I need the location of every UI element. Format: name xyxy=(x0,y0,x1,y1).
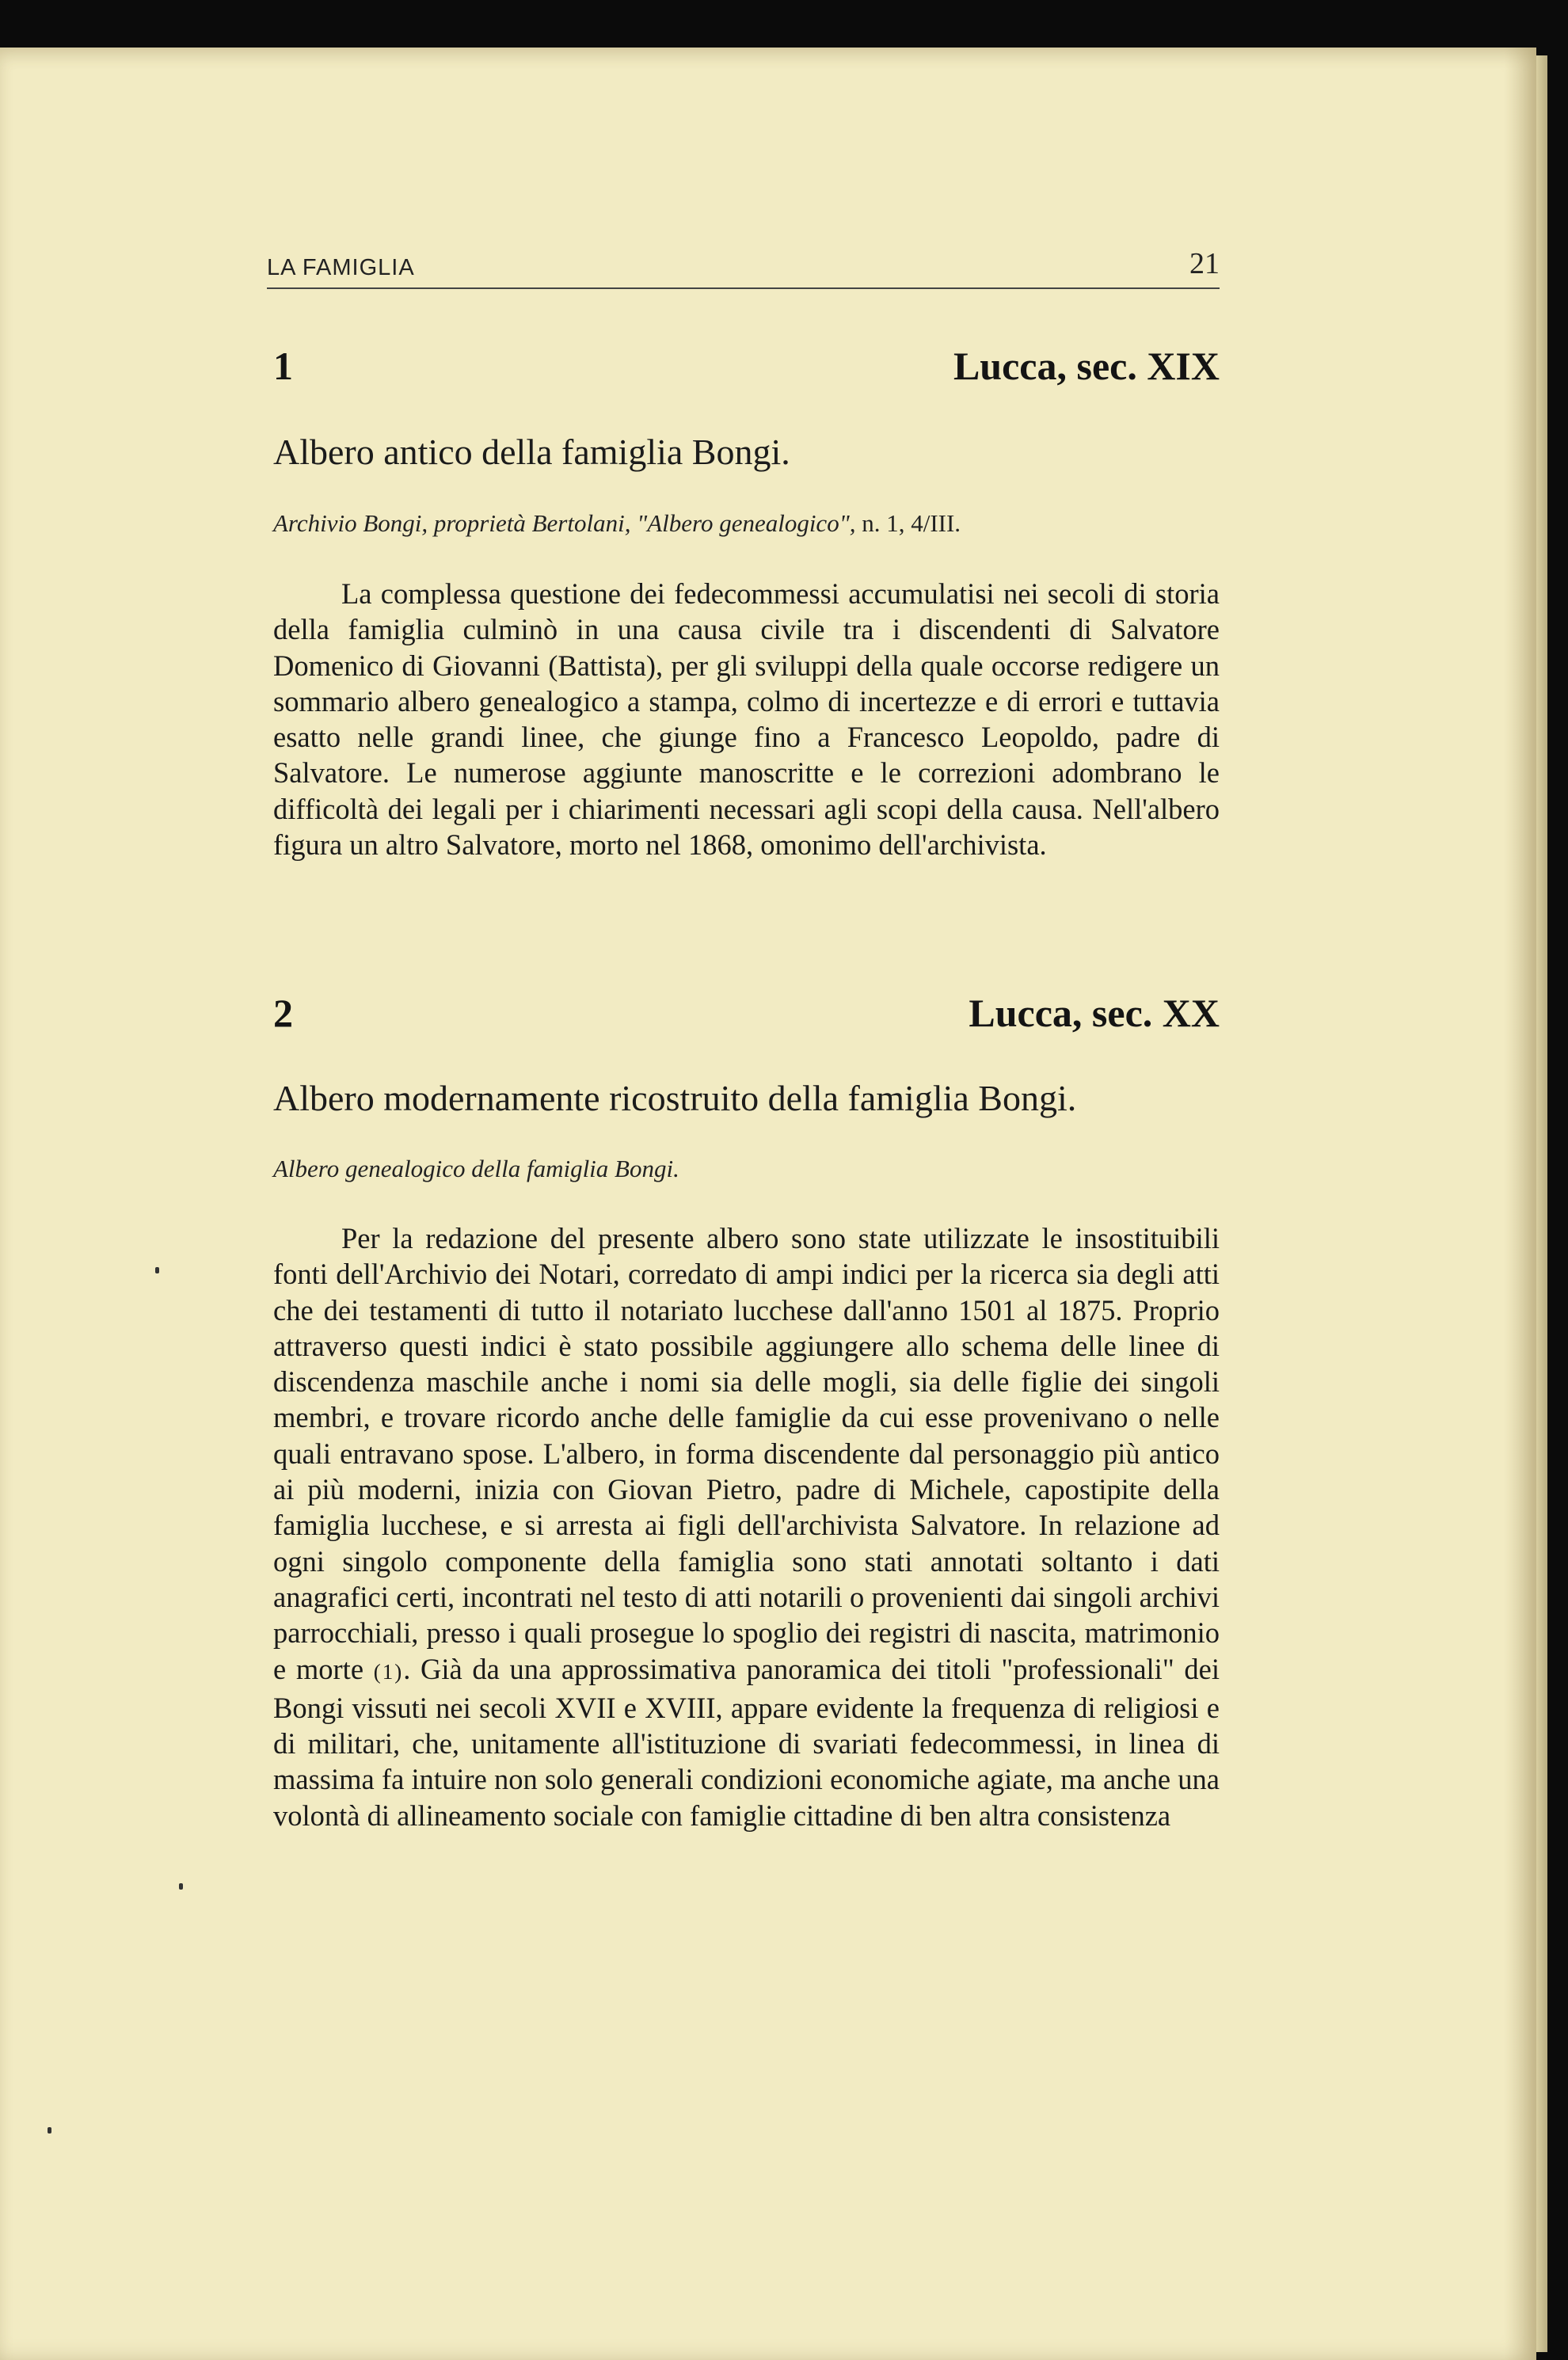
footnote-reference: (1) xyxy=(373,1659,404,1684)
source-italic: Archivio Bongi, proprietà Bertolani, "Albero genealogico", xyxy=(273,509,856,537)
entry-2-title: Albero modernamente ricostruito della famiglia Bongi. xyxy=(273,1078,1077,1118)
paper-speck xyxy=(155,1267,159,1273)
source-reference: n. 1, 4/III. xyxy=(855,509,961,537)
entry-2-heading xyxy=(273,990,1220,1037)
entry-1-description: La complessa questione dei fedecommessi accumulatisi nei secoli di storia della famiglia culminò in una causa civile tra i discendenti di Salvatore Domenico di Giovanni (Battista), per gli sviluppi della quale occorse redigere un sommario albero genealogico a stampa, colmo di incertezze e di errori e tuttavia esatto nelle grandi linee, che giunge fino a Francesco Leopoldo, padre di Salvatore. Le numerose aggiunte manoscritte e le correzioni adombrano le difficoltà dei legali per i chiarimenti necessari agli scopi della causa. Nell'albero figura un altro Salvatore, morto nel 1868, omonimo dell'archivista. xyxy=(273,577,1220,862)
entry-place-date: Lucca, sec. XX xyxy=(969,991,1220,1035)
page-fold-shadow xyxy=(1505,48,1536,2360)
text-before-footnote: Per la redazione del presente albero sono state utilizzate le insostituibili fonti dell'Archivio dei Notari, corredato di ampi indici per la ricerca sia degli atti che dei testamenti di tutto il notariato lucchese dall'anno 1501 al 1875. Proprio attraverso questi indici è stato possibile aggiungere allo schema delle linee di discendenza maschile anche i nomi sia delle mogli, sia delle figlie dei singoli membri, e trovare ricordo anche delle famiglie da cui esse provenivano o nelle quali entravano spose. L'albero, in forma discendente dal personaggio più antico ai più moderni, inizia con Giovan Pietro, padre di Michele, capostipite della famiglia lucchese, e si arresta ai figli dell'archivista Salvatore. In relazione ad ogni singolo componente della famiglia sono stati annotati soltanto i dati anagrafici certi, incontrati nel testo di atti notarili o provenienti dai singoli archivi parrocchiali, presso i quali prosegue lo spoglio dei registri di nascita, matrimonio e morte xyxy=(273,1222,1220,1685)
paper-speck xyxy=(179,1883,183,1890)
entry-2-description xyxy=(273,1220,1220,1833)
entry-number: 2 xyxy=(273,991,293,1035)
paper-speck xyxy=(48,2127,51,2134)
section-title: LA FAMIGLIA xyxy=(267,255,415,280)
entry-1-heading xyxy=(273,343,1220,390)
source-italic: Albero genealogico della famiglia Bongi. xyxy=(273,1155,679,1182)
running-header xyxy=(267,249,1220,289)
entry-1-source xyxy=(273,509,1220,538)
book-page xyxy=(0,48,1536,2360)
entry-2-source xyxy=(273,1155,1220,1183)
page-number: 21 xyxy=(1189,247,1220,280)
text-after-footnote: . Già da una approssimativa panoramica dei titoli "professionali" dei Bongi vissuti nei secoli XVII e XVIII, appare evidente la frequenza di religiosi e di militari, che, unitamente all'istituzione di svariati fedecommessi, in linea di massima fa intuire non solo generali condizioni economiche agiate, ma anche una volontà di allineamento sociale con famiglie cittadine di ben altra consistenza xyxy=(273,1652,1220,1832)
entry-place-date: Lucca, sec. XIX xyxy=(953,344,1220,388)
page-edge xyxy=(1536,55,1547,2352)
entry-1-title: Albero antico della famiglia Bongi. xyxy=(273,432,790,472)
entry-number: 1 xyxy=(273,344,293,388)
